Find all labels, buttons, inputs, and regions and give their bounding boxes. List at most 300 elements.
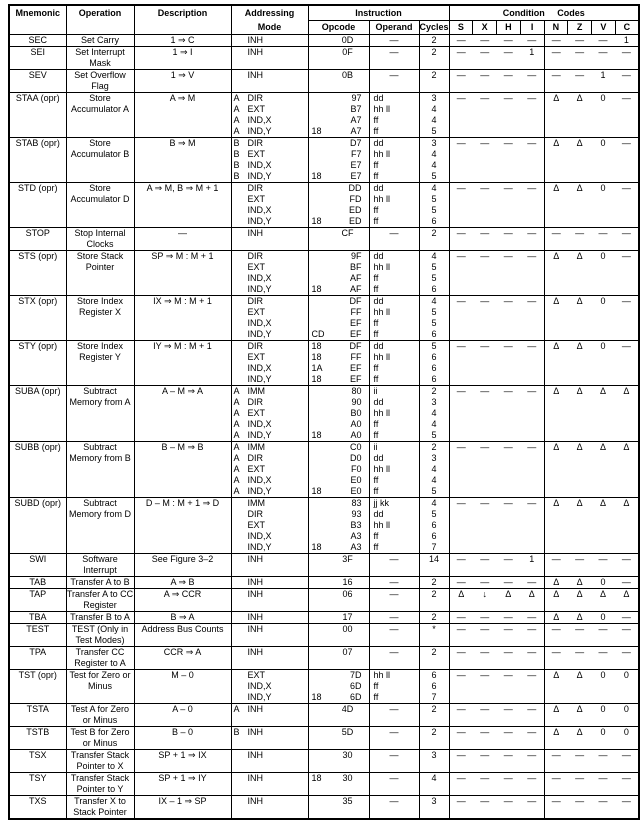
condition-codes-nzvc [544,727,639,750]
col-header-instruction: Instruction [308,5,449,21]
operation-cell: TEST (Only in Test Modes) [66,624,134,647]
operand-value: — [389,727,399,737]
condition-code-value: — [527,498,537,508]
mode-label: EXT [247,408,266,418]
cycles-value: 6 [431,216,437,226]
condition-codes-sxhi [449,47,544,70]
register-letter [232,183,248,194]
opcode-prefix [309,681,327,692]
mode-label: IND,Y [247,126,272,136]
opcode-cell [308,773,369,796]
condition-code-value: Δ [599,589,606,599]
opcode-line [309,647,369,658]
operand-value: ff [373,363,379,373]
opcode-line [309,363,369,374]
condition-code-value: 0 [600,577,606,587]
cycles-value: 2 [431,35,437,45]
opcode-value: A3 [350,542,362,552]
condition-code-group [450,589,544,600]
table-row [9,554,639,577]
cycles-cell [419,498,449,554]
mode-label: IND,X [247,419,272,429]
condition-code-group [450,386,544,397]
condition-codes-sxhi [449,554,544,577]
cycles-value: 5 [431,430,437,440]
cycles-value: 5 [431,126,437,136]
table-row [9,442,639,498]
opcode-value: 00 [342,624,353,634]
description-cell: A ⇒ B [134,577,231,589]
condition-code-value: — [503,47,513,57]
register-letter [232,228,248,239]
operand-value: dd [373,296,384,306]
cycles-value: 4 [431,251,437,261]
opcode-value: CF [341,228,354,238]
condition-code-group [450,341,544,352]
opcode-value: 9F [350,251,362,261]
condition-code-value: — [527,750,537,760]
register-letter: A [233,408,240,418]
cycles-value: 2 [431,70,437,80]
addressing-mode-line [232,681,308,692]
operation-cell: Transfer B to A [66,612,134,624]
operand-cell [369,727,419,750]
register-letter [232,554,248,565]
register-letter [232,531,248,542]
condition-code-value: Δ [553,138,560,148]
condition-code-value: — [480,296,490,306]
table-row [9,296,639,341]
opcode-line [309,670,369,681]
condition-code-value: — [575,647,585,657]
operand-cell [369,251,419,296]
mode-label: IND,Y [247,430,272,440]
opcode-line [309,442,369,453]
mnemonic-cell: TST (opr) [9,670,66,704]
operation-cell: Transfer Stack Pointer to Y [66,773,134,796]
register-letter: B [233,171,240,181]
opcode-value: E0 [350,475,362,485]
condition-code-group [545,704,639,715]
opcode-line [309,464,369,475]
operand-value: hh ll [373,194,391,204]
addressing-mode-line [232,430,308,441]
condition-code-value: — [480,341,490,351]
opcode-prefix [309,520,327,531]
condition-code-value: — [621,577,631,587]
register-letter [232,681,248,692]
condition-code-value: — [503,251,513,261]
addressing-mode-cell [231,796,308,820]
addressing-mode-line [232,216,308,227]
opcode-line [309,374,369,385]
condition-code-value: — [527,251,537,261]
addressing-mode-line [232,374,308,385]
opcode-prefix [309,589,327,600]
condition-code-group [545,341,639,352]
condition-code-group [450,727,544,738]
condition-code-group [545,138,639,149]
opcode-cell [308,647,369,670]
register-letter [232,647,248,658]
addressing-mode-line [232,363,308,374]
table-row [9,93,639,138]
register-letter: A [233,419,240,429]
description-cell: B – 0 [134,727,231,750]
addressing-mode-line [232,692,308,703]
table-row [9,251,639,296]
register-letter [232,47,248,58]
opcode-line [309,149,369,160]
condition-code-value: — [621,647,631,657]
cycles-value: 7 [431,692,437,702]
cycles-value: 3 [431,796,437,806]
mode-label: IND,Y [247,542,272,552]
condition-code-value: — [551,35,561,45]
addressing-mode-line [232,205,308,216]
condition-code-value: — [480,773,490,783]
condition-code-value: — [503,442,513,452]
opcode-line [309,704,369,715]
condition-code-value: Δ [576,183,583,193]
cycles-cell [419,750,449,773]
opcode-prefix: 18 [311,374,322,384]
description-cell: A – 0 [134,704,231,727]
mode-label: IND,Y [247,171,272,181]
opcode-line [309,341,369,352]
opcode-value: 35 [342,796,353,806]
condition-code-value: Δ [553,577,560,587]
condition-codes-nzvc [544,70,639,93]
condition-code-value: — [527,773,537,783]
col-header-condition-codes: Condition Codes [449,5,639,21]
table-row [9,386,639,442]
condition-code-group [545,70,639,81]
cycles-value: 2 [431,589,437,599]
condition-codes-nzvc [544,386,639,442]
operand-cell [369,386,419,442]
cycles-cell [419,251,449,296]
addressing-mode-line [232,647,308,658]
condition-code-group [545,670,639,681]
opcode-value: E7 [350,171,362,181]
addressing-mode-cell [231,341,308,386]
operation-cell: Set Interrupt Mask [66,47,134,70]
operand-value: dd [373,251,384,261]
register-letter [232,750,248,761]
opcode-line [309,486,369,497]
mode-label: IND,Y [247,329,272,339]
condition-code-value: — [503,386,513,396]
condition-code-value: — [480,612,490,622]
cycles-value: 4 [431,408,437,418]
condition-code-value: Δ [553,612,560,622]
mode-label: IND,Y [247,692,272,702]
opcode-prefix [309,464,327,475]
operand-cell [369,624,419,647]
condition-code-group [545,296,639,307]
condition-code-value: — [527,138,537,148]
condition-code-value: — [456,70,466,80]
condition-code-value: — [480,498,490,508]
opcode-cell [308,727,369,750]
addressing-mode-line [232,47,308,58]
condition-code-value: — [480,386,490,396]
addressing-mode-line [232,419,308,430]
condition-code-value: — [503,670,513,680]
opcode-line [309,171,369,182]
condition-code-value: — [575,228,585,238]
register-letter [232,509,248,520]
opcode-value: A7 [350,126,362,136]
condition-code-value: — [503,498,513,508]
condition-code-group [450,296,544,307]
condition-code-value: — [621,554,631,564]
opcode-cell [308,796,369,820]
table-row [9,577,639,589]
condition-codes-sxhi [449,589,544,612]
mode-label: IND,X [247,531,272,541]
opcode-line [309,796,369,807]
condition-codes-nzvc [544,704,639,727]
opcode-value: 90 [351,397,362,407]
opcode-prefix: 18 [311,542,322,552]
condition-code-value: — [527,796,537,806]
mode-label: EXT [247,352,266,362]
condition-code-value: — [480,624,490,634]
cycles-cell [419,796,449,820]
cycles-value: 3 [431,397,437,407]
condition-code-value: — [456,386,466,396]
cycles-value: 4 [431,160,437,170]
opcode-prefix [309,509,327,520]
condition-code-value: — [527,386,537,396]
condition-codes-sxhi [449,386,544,442]
addressing-mode-line [232,104,308,115]
register-letter: B [233,138,240,148]
condition-code-value: 1 [600,70,606,80]
opcode-value: 7D [349,670,362,680]
operand-value: ff [373,374,379,384]
condition-codes-nzvc [544,612,639,624]
operation-cell: Subtract Memory from A [66,386,134,442]
opcode-value: E7 [350,160,362,170]
condition-code-value: — [551,70,561,80]
opcode-value: 4D [341,704,354,714]
opcode-value: EF [349,363,362,373]
mode-label: INH [247,773,263,783]
cycles-cell [419,35,449,47]
addressing-mode-cell [231,554,308,577]
condition-code-value: Δ [458,589,465,599]
mode-label: INH [247,35,263,45]
cycles-value: 3 [431,750,437,760]
cycles-cell [419,341,449,386]
operand-value: ff [373,542,379,552]
col-header-description: Description [134,5,231,35]
mnemonic-cell: SEV [9,70,66,93]
table-row [9,47,639,70]
mode-label: INH [247,554,263,564]
condition-code-value: — [503,577,513,587]
mode-label: EXT [247,262,266,272]
opcode-cell [308,442,369,498]
cycles-value: 5 [431,486,437,496]
addressing-mode-line [232,307,308,318]
opcode-prefix [309,442,327,453]
col-header-cycles: Cycles [419,21,449,35]
condition-codes-nzvc [544,93,639,138]
mode-label: INH [247,647,263,657]
register-letter [232,352,248,363]
operation-cell: Store Accumulator D [66,183,134,228]
register-letter: A [233,115,240,125]
condition-code-value: — [598,773,608,783]
table-row [9,228,639,251]
condition-code-value: Δ [576,251,583,261]
cycles-value: 5 [431,171,437,181]
condition-code-value: — [456,796,466,806]
addressing-mode-cell [231,577,308,589]
condition-code-value: Δ [576,386,583,396]
col-header-cc-c: C [615,21,639,35]
mnemonic-cell: STAB (opr) [9,138,66,183]
condition-code-value: — [575,796,585,806]
description-cell: IX ⇒ M : M + 1 [134,296,231,341]
opcode-line [309,284,369,295]
condition-code-value: — [551,624,561,634]
mode-label: EXT [247,149,266,159]
operand-value: hh ll [373,307,391,317]
mode-label: DIR [247,453,263,463]
description-cell: 1 ⇒ C [134,35,231,47]
condition-code-value: — [456,670,466,680]
mode-label: INH [247,624,263,634]
operand-value: — [389,624,399,634]
cycles-value: 4 [431,464,437,474]
condition-code-value: — [480,183,490,193]
opcode-prefix [309,138,327,149]
condition-code-value: Δ [553,93,560,103]
operand-value: ff [373,692,379,702]
operand-value: ii [373,442,378,452]
cycles-cell [419,773,449,796]
condition-code-value: — [575,750,585,760]
register-letter: A [233,475,240,485]
operand-cell [369,498,419,554]
addressing-mode-cell [231,93,308,138]
operation-cell: Transfer CC Register to A [66,647,134,670]
opcode-line [309,296,369,307]
condition-codes-nzvc [544,498,639,554]
col-header-opcode: Opcode [308,21,369,35]
opcode-cell [308,704,369,727]
mnemonic-cell: SEC [9,35,66,47]
condition-code-value: — [456,554,466,564]
opcode-prefix [309,453,327,464]
opcode-prefix [309,228,327,239]
operand-value: ff [373,216,379,226]
mnemonic-cell: STOP [9,228,66,251]
addressing-mode-cell [231,442,308,498]
col-header-cc-v: V [592,21,616,35]
opcode-cell [308,554,369,577]
table-row [9,773,639,796]
condition-codes-sxhi [449,183,544,228]
opcode-line [309,430,369,441]
operand-cell [369,228,419,251]
addressing-mode-cell [231,612,308,624]
addressing-mode-cell [231,727,308,750]
condition-codes-nzvc [544,341,639,386]
addressing-mode-line [232,149,308,160]
mode-label: IND,X [247,475,272,485]
operand-value: ii [373,386,378,396]
mode-label: IND,Y [247,486,272,496]
cycles-value: 5 [431,307,437,317]
opcode-value: 5D [341,727,354,737]
opcode-value: B7 [350,104,362,114]
description-cell: D – M : M + 1 ⇒ D [134,498,231,554]
condition-code-value: — [503,341,513,351]
addressing-mode-line [232,509,308,520]
register-letter [232,498,248,509]
condition-code-value: — [480,442,490,452]
opcode-value: 07 [342,647,353,657]
condition-code-value: 0 [600,341,606,351]
opcode-prefix [309,160,327,171]
condition-codes-nzvc [544,796,639,820]
opcode-value: B0 [350,408,362,418]
condition-code-group [545,647,639,658]
condition-code-value: — [551,647,561,657]
opcode-cell [308,589,369,612]
condition-code-value: — [527,35,537,45]
mode-label: IND,X [247,115,272,125]
condition-code-value: — [621,750,631,760]
addressing-mode-line [232,228,308,239]
condition-codes-sxhi [449,228,544,251]
description-cell: 1 ⇒ I [134,47,231,70]
opcode-prefix [309,612,327,623]
addressing-mode-line [232,397,308,408]
opcode-value: EF [349,318,362,328]
opcode-value: 17 [342,612,353,622]
condition-code-group [450,138,544,149]
condition-code-value: Δ [576,138,583,148]
condition-code-value: 0 [600,296,606,306]
operand-cell [369,554,419,577]
opcode-line [309,397,369,408]
condition-code-value: — [575,70,585,80]
register-letter [232,692,248,703]
opcode-prefix: 18 [311,352,322,362]
condition-code-value: — [456,577,466,587]
opcode-prefix [309,93,327,104]
condition-code-value: — [598,750,608,760]
operand-cell [369,577,419,589]
mnemonic-cell: TBA [9,612,66,624]
condition-code-value: Δ [576,341,583,351]
operand-value: — [389,228,399,238]
operand-cell [369,93,419,138]
mnemonic-cell: STAA (opr) [9,93,66,138]
operand-cell [369,70,419,93]
condition-code-value: Δ [623,498,630,508]
operand-value: — [389,554,399,564]
mnemonic-cell: STD (opr) [9,183,66,228]
register-letter [232,612,248,623]
